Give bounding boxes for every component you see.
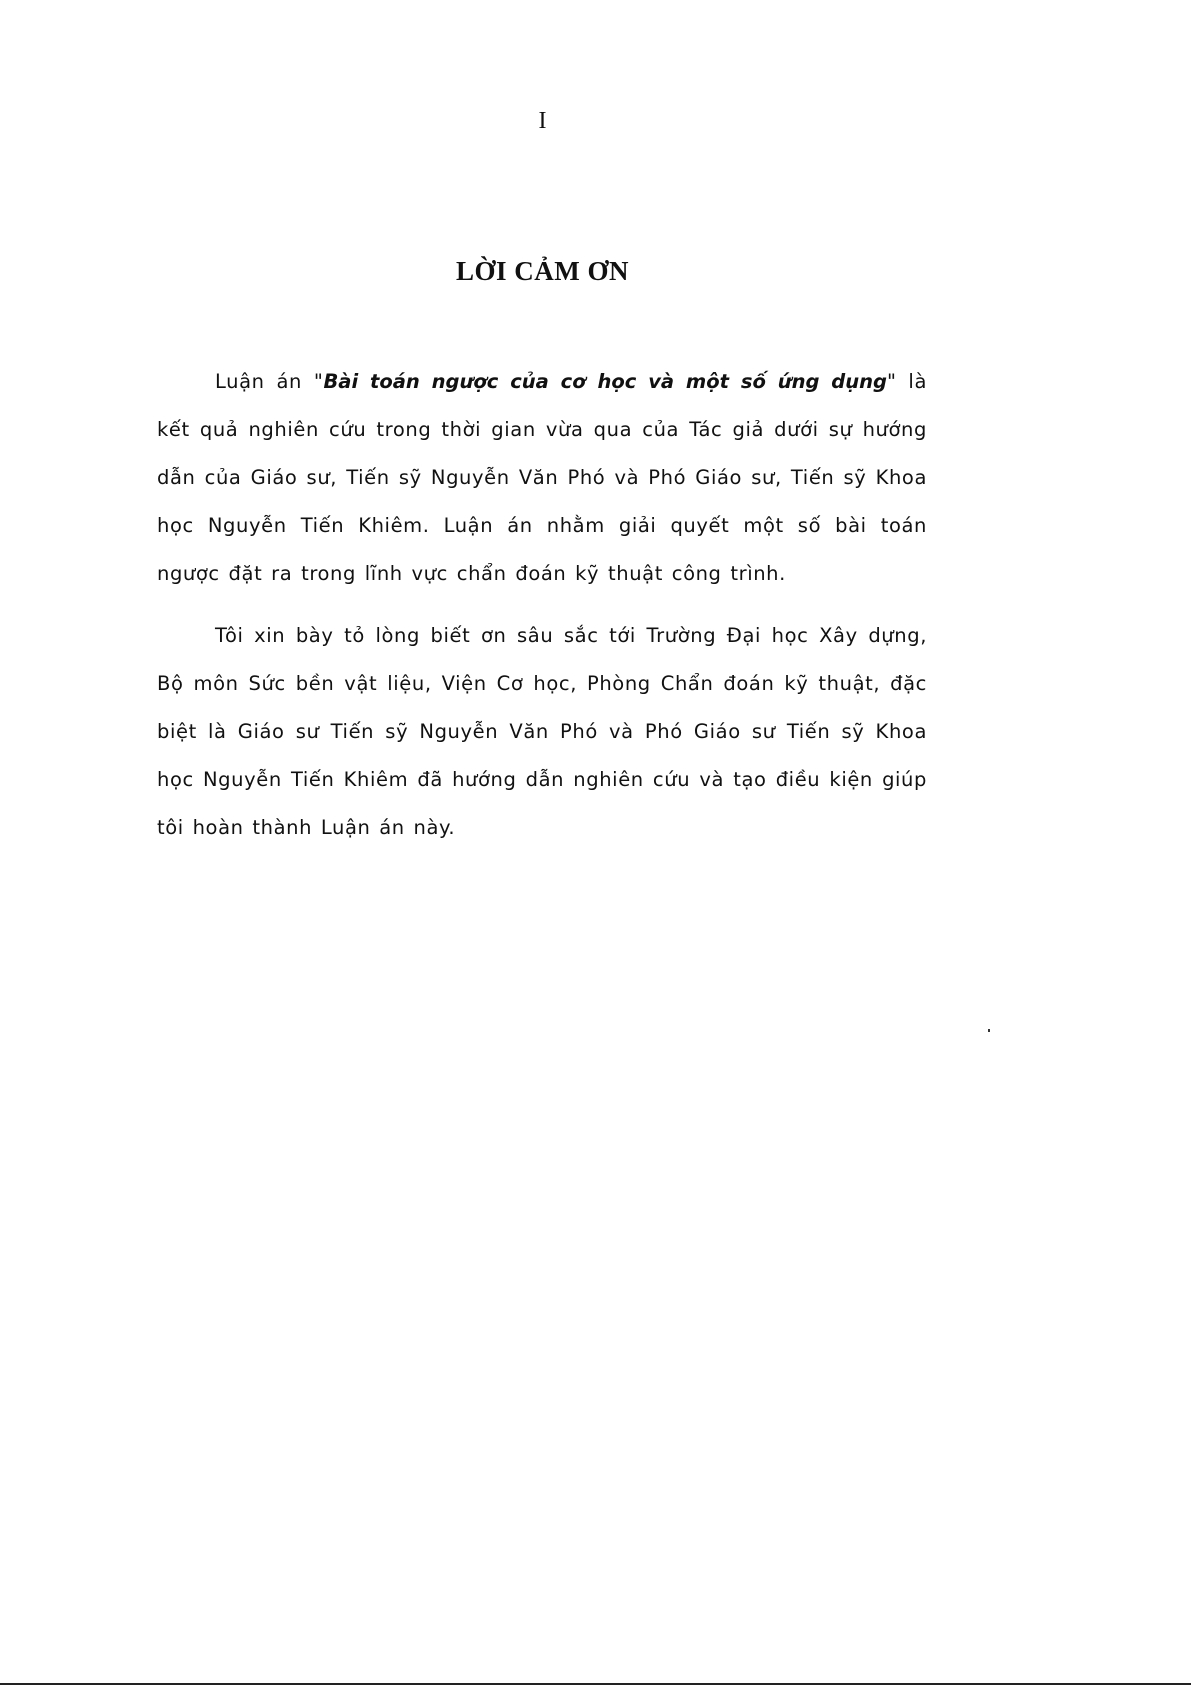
- paragraph-1-prefix: Luận án ": [215, 370, 324, 393]
- paragraph-1-suffix: " là kết quả nghiên cứu trong thời gian vừa qua của Tác giả dưới sự hướng dẫn của Giáo sư, Tiến sỹ Nguyễn Văn Phó và Phó Giáo sư, Tiến sỹ Khoa học Nguyễn Tiến Khiêm. Luận án nhằm giải quyết một số bài toán ngược đặt ra trong lĩnh vực chẩn đoán kỹ thuật công trình.: [157, 370, 927, 585]
- scan-speck: [988, 1029, 990, 1032]
- acknowledgement-paragraph-2: Tôi xin bày tỏ lòng biết ơn sâu sắc tới Trường Đại học Xây dựng, Bộ môn Sức bền vật liệu, Viện Cơ học, Phòng Chẩn đoán kỹ thuật, đặc biệt là Giáo sư Tiến sỹ Nguyễn Văn Phó và Phó Giáo sư Tiến sỹ Khoa học Nguyễn Tiến Khiêm đã hướng dẫn nghiên cứu và tạo điều kiện giúp tôi hoàn thành Luận án này.: [157, 624, 927, 839]
- page-title: LỜI CẢM ƠN: [456, 256, 629, 286]
- acknowledgement-paragraph-1: [157, 358, 927, 598]
- page-number: I: [538, 108, 547, 134]
- thesis-title: Bài toán ngược của cơ học và một số ứng dụng: [323, 370, 887, 393]
